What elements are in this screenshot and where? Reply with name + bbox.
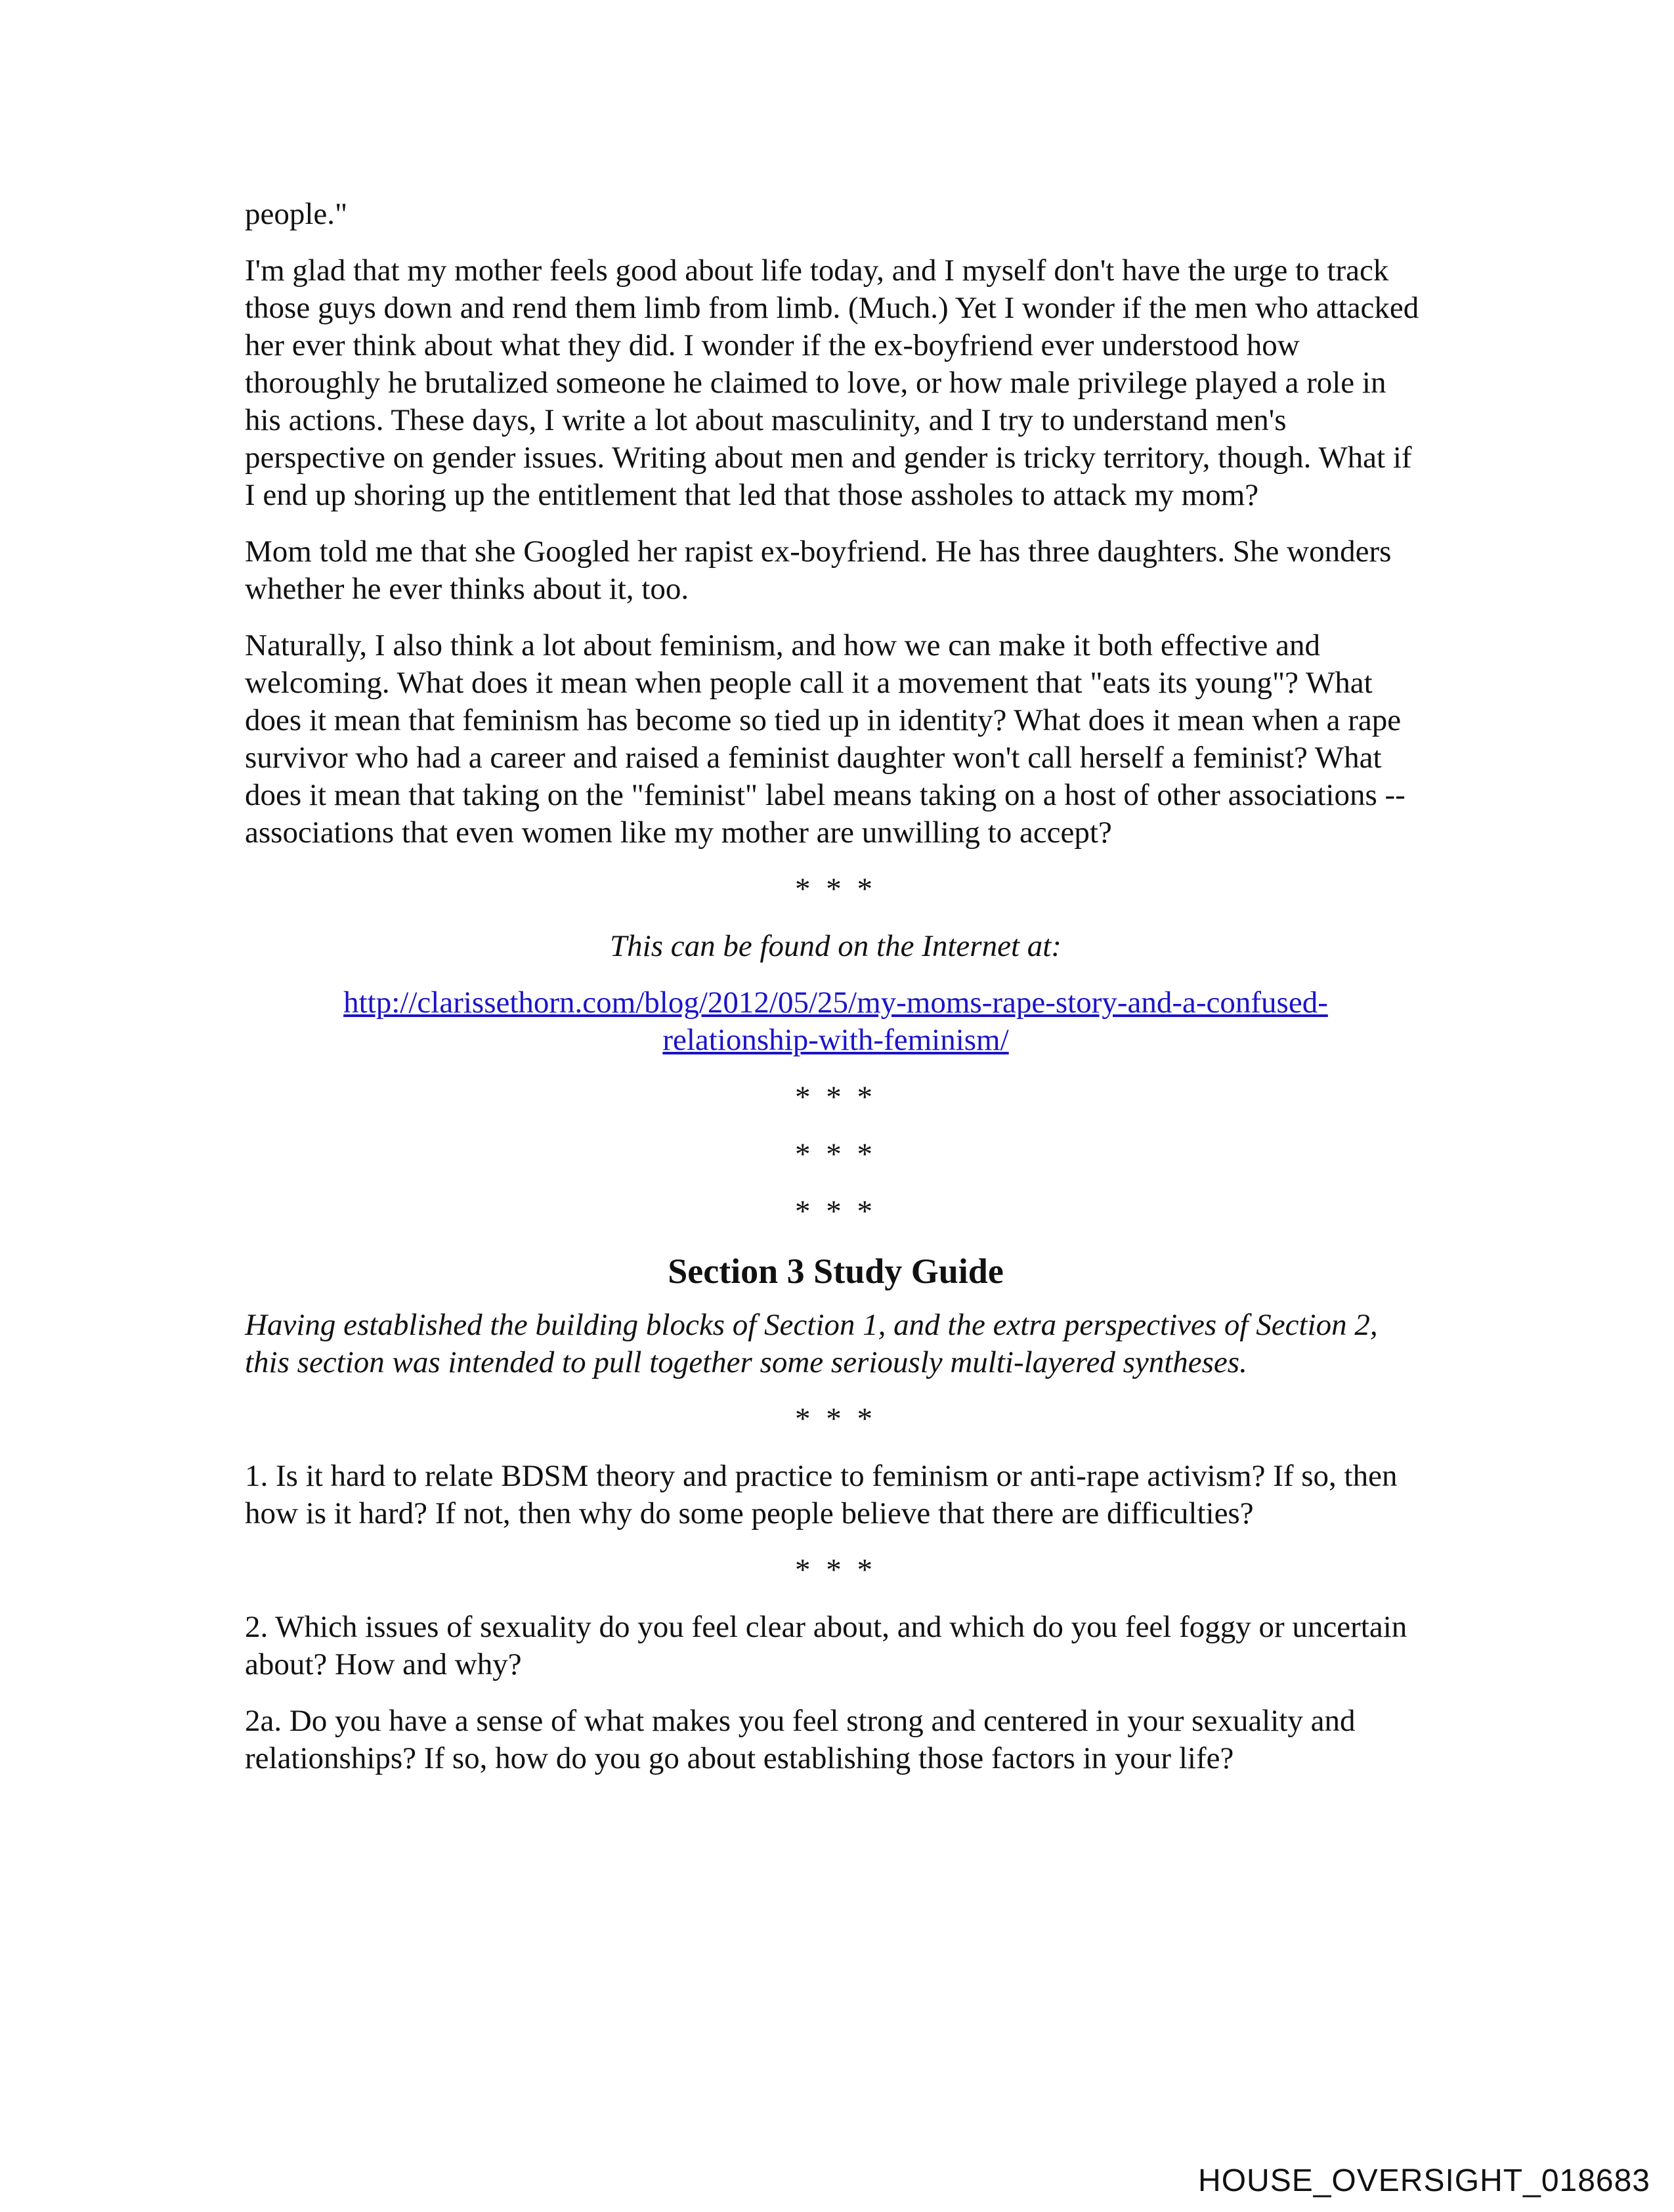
question-2: 2. Which issues of sexuality do you feel clear about, and which do you feel foggy or uncertain about? How and why? — [245, 1610, 1407, 1681]
source-link[interactable] — [245, 984, 1427, 1059]
separator: * * * — [795, 872, 876, 906]
paragraph-ex-boyfriend: Mom told me that she Googled her rapist ex-boyfriend. He has three daughters. She wonders whether he ever thinks about it, too. — [245, 534, 1392, 606]
source-url-line2: relationship-with-feminism/ — [662, 1023, 1009, 1057]
paragraph-feminism: Naturally, I also think a lot about feminism, and how we can make it both effective and welcoming. What does it mean when people call it a movement that "eats its young"? What does it mean that feminism has become so tied up in identity? What does it mean when a rape survivor who had a career and raised a feminist daughter won't call herself a feminist? What does it mean that taking on the "feminist" label means taking on a host of other associations -- associations that even women like my mother are unwilling to accept? — [245, 628, 1406, 850]
paragraph-continued: people." — [245, 197, 348, 231]
source-url-line1: http://clarissethorn.com/blog/2012/05/25/my-moms-rape-story-and-a-confused- — [343, 986, 1328, 1020]
section-intro: Having established the building blocks of Section 1, and the extra perspectives of Section 2, this section was intended to pull together some seriously multi-layered syntheses. — [245, 1308, 1378, 1379]
separator: * * * — [795, 1553, 876, 1587]
paragraph-masculinity: I'm glad that my mother feels good about life today, and I myself don't have the urge to track those guys down and rend them limb from limb. (Much.) Yet I wonder if the men who attacked her ever think about what they did. I wonder if the ex-boyfriend ever understood how thoroughly he brutalized someone he claimed to love, or how male privilege played a role in his actions. These days, I write a lot about masculinity, and I try to understand men's perspective on gender issues. Writing about men and gender is tricky territory, though. What if I end up shoring up the entitlement that led that those assholes to attack my mom? — [245, 253, 1419, 512]
question-1: 1. Is it hard to relate BDSM theory and practice to feminism or anti-rape activism? If so, then how is it hard? If not, then why do some people believe that there are difficulties? — [245, 1459, 1398, 1530]
question-2a: 2a. Do you have a sense of what makes you feel strong and centered in your sexuality and relationships? If so, how do you go about establishing those factors in your life? — [245, 1704, 1356, 1775]
source-url[interactable] — [343, 986, 1328, 1057]
bates-number: HOUSE_OVERSIGHT_018683 — [1198, 2163, 1650, 2198]
section-title: Section 3 Study Guide — [668, 1251, 1004, 1291]
separator: * * * — [795, 1194, 876, 1228]
separator: * * * — [795, 1137, 876, 1171]
separator: * * * — [795, 1402, 876, 1436]
document-page — [245, 196, 1427, 1796]
source-label: This can be found on the Internet at: — [610, 929, 1062, 963]
separator: * * * — [795, 1080, 876, 1114]
